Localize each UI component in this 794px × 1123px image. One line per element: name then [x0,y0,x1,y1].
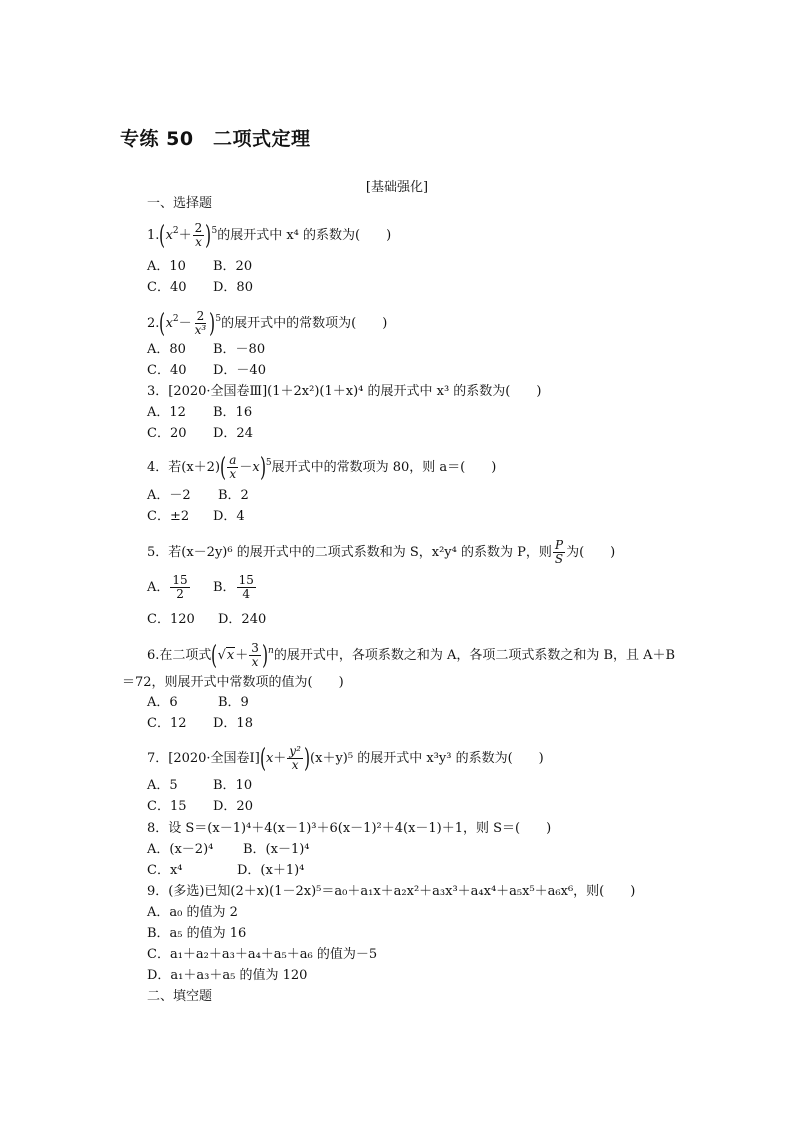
option-c[interactable]: C．a₁＋a₂＋a₃＋a₄＋a₅＋a₆ 的值为－5 [147,947,378,962]
fraction: $\frac{a}{x}$ [229,453,237,481]
option-a[interactable]: A．(x－2)⁴ [147,842,214,857]
option-d[interactable]: D．(x＋1)⁴ [237,863,305,878]
page-title: 专练 50 二项式定理 [120,128,311,150]
fraction: $\frac{2}{x}$ [194,221,203,249]
option-d[interactable]: D．20 [213,799,253,814]
option-b[interactable]: B． $\frac{15}{4}$ [213,573,254,601]
option-b[interactable]: B．10 [213,778,253,793]
section-heading-choice: 一、选择题 [147,196,213,211]
option-a[interactable]: A．6 [147,695,178,710]
option-b[interactable]: B．(x－1)⁴ [243,842,310,857]
question-3: 3．[2020·全国卷Ⅲ](1＋2x²)(1＋x)⁴ 的展开式中 x³ 的系数为( ) [147,384,542,399]
option-a[interactable]: A．80 [147,342,186,357]
question-5: 5．若(x－2y)⁶ 的展开式中的二项式系数和为 S，x²y⁴ 的系数为 P，则 $\frac{P}{S}$ 为( ) [147,538,616,566]
question-6-line2: ＝72，则展开式中常数项的值为( ) [122,675,344,690]
fraction: $\frac{2}{\text{x³}}$ [194,309,207,337]
option-d[interactable]: D．240 [218,612,267,627]
fraction: $\frac{\text{y²}}{x}$ [289,744,301,772]
fraction: $\frac{3}{x}$ [251,641,259,669]
question-9: 9．(多选)已知(2＋x)(1－2x)⁵＝a₀＋a₁x＋a₂x²＋a₃x³＋a₄x⁴＋a₅x⁵＋a₆x⁶，则( ) [147,884,636,899]
section-heading-fill: 二、填空题 [147,989,213,1004]
option-c[interactable]: C．40 [147,280,187,295]
option-c[interactable]: C．15 [147,799,187,814]
question-text: 的展开式中 x⁴ 的系数为( ) [217,228,392,243]
option-d[interactable]: D．18 [213,716,253,731]
option-a[interactable]: A．－2 [147,488,191,503]
option-a[interactable]: A． $\frac{15}{2}$ [147,573,188,601]
option-a[interactable]: A．10 [147,259,186,274]
question-number: 1. [147,228,160,243]
option-b[interactable]: B．9 [218,695,249,710]
option-c[interactable]: C．12 [147,716,187,731]
option-b[interactable]: B．20 [213,259,253,274]
question-text: 的展开式中的常数项为( ) [221,316,388,331]
option-a[interactable]: A．12 [147,405,186,420]
section-subtitle: [基础强化] [365,180,429,195]
option-d[interactable]: D．24 [213,426,253,441]
option-b[interactable]: B．a₅ 的值为 16 [147,926,247,941]
option-a[interactable]: A．5 [147,778,178,793]
question-2: $2.(x^2-$ $\frac{2}{\text{x³}}$ )$^5$的展开式中的常数项为( ) [147,308,388,339]
option-b[interactable]: B．2 [218,488,249,503]
question-number: 2. [147,316,160,331]
option-d[interactable]: D．－40 [213,363,266,378]
question-1: $1.(x^2+$ $\frac{2}{x}$ )$^5$的展开式中 x⁴ 的系数为( ) [147,220,392,251]
option-c[interactable]: C．120 [147,612,195,627]
question-6: 6.在二项式(√x＋ $\frac{3}{x}$ )$^n$的展开式中，各项系数之和为 A，各项二项式系数之和为 B，且 A＋B [147,640,676,671]
fraction: $\frac{P}{S}$ [554,538,564,566]
option-c[interactable]: C．20 [147,426,187,441]
question-7: 7．[2020·全国卷Ⅰ](x＋ $\frac{\text{y²}}{x}$ )(x＋y)⁵ 的展开式中 x³y³ 的系数为( ) [147,743,544,774]
question-4: 4．若(x＋2)( $\frac{a}{x}$ －x)$^5$展开式中的常数项为 80，则 a＝( ) [147,452,497,483]
option-c[interactable]: C．40 [147,363,187,378]
option-a[interactable]: A．a₀ 的值为 2 [147,905,238,920]
option-d[interactable]: D．80 [213,280,253,295]
option-d[interactable]: D．a₁＋a₃＋a₅ 的值为 120 [147,968,308,983]
question-8: 8．设 S＝(x－1)⁴＋4(x－1)³＋6(x－1)²＋4(x－1)＋1，则 S＝( ) [147,821,552,836]
option-d[interactable]: D．4 [213,509,245,524]
option-c[interactable]: C．±2 [147,509,190,524]
option-c[interactable]: C．x⁴ [147,863,183,878]
option-b[interactable]: B．－80 [213,342,266,357]
option-b[interactable]: B．16 [213,405,253,420]
